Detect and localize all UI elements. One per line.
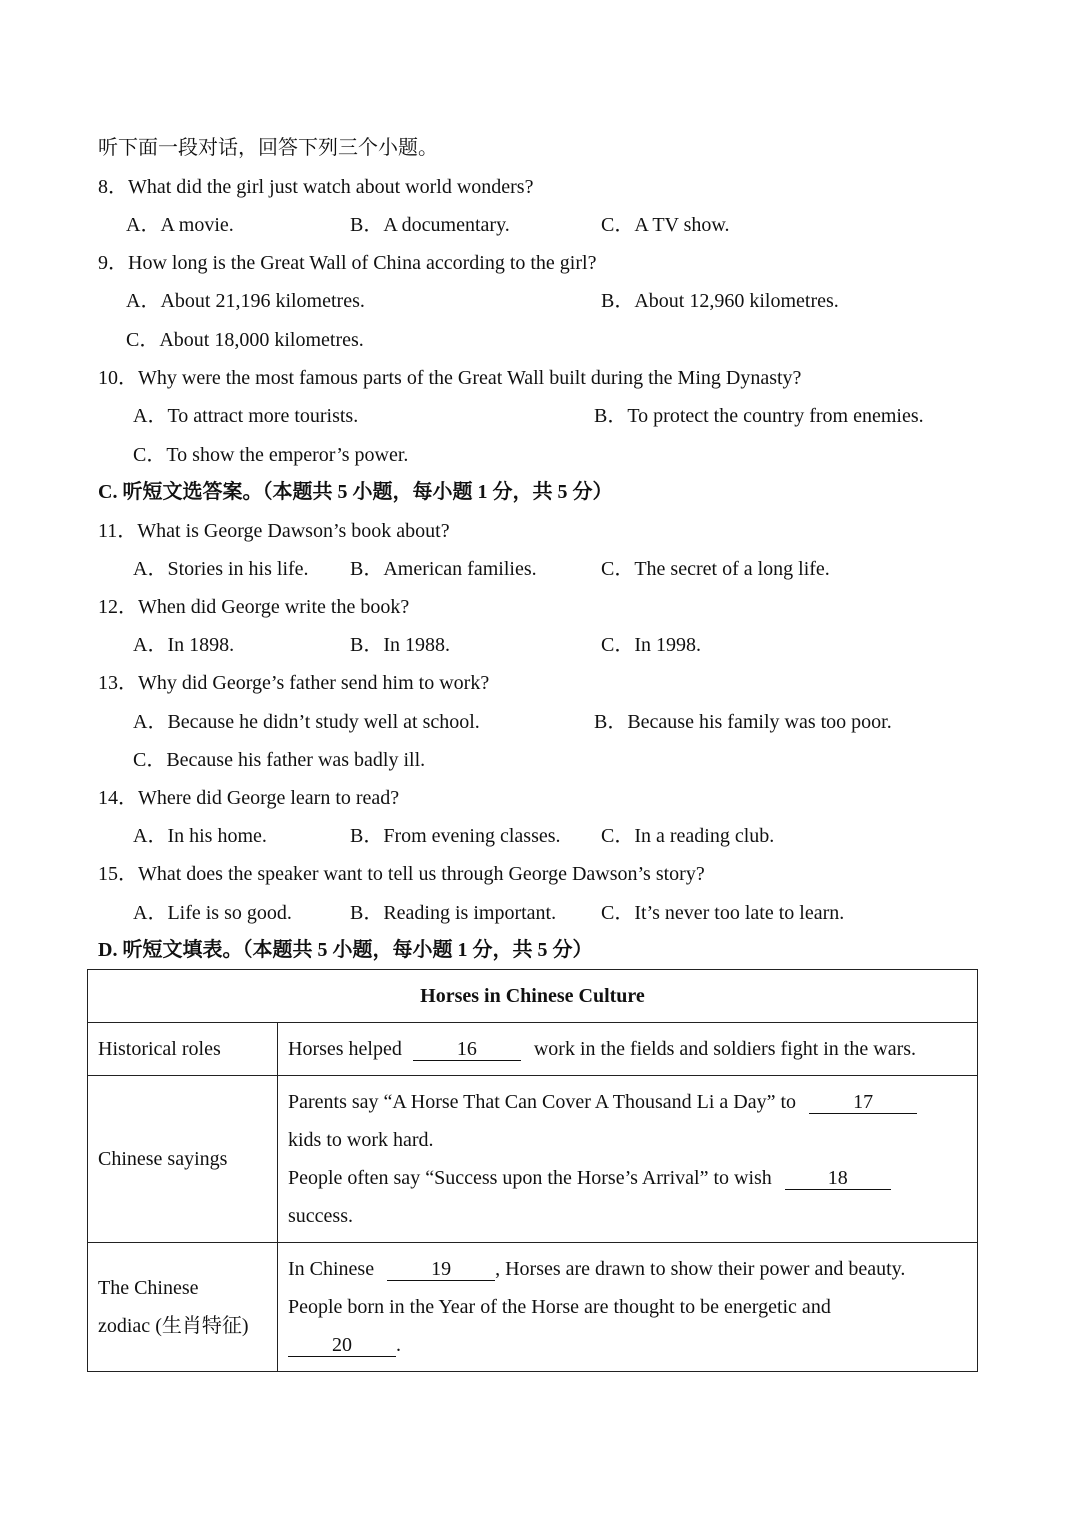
question-12-option-b: B．In 1988. — [350, 634, 450, 656]
fill-in-table — [87, 969, 978, 1372]
label-line: The Chinese — [98, 1277, 199, 1299]
question-13-stem: 13．Why did George’s father send him to work? — [98, 672, 490, 694]
row-content-chinese-sayings — [278, 1076, 978, 1243]
question-10-stem: 10．Why were the most famous parts of the Great Wall built during the Ming Dynasty? — [98, 367, 802, 389]
question-15-option-a: A．Life is so good. — [133, 902, 292, 924]
question-10-option-a: A．To attract more tourists. — [133, 405, 359, 427]
text-segment: , Horses are drawn to show their power and beauty. — [495, 1258, 906, 1280]
answer-blank-20[interactable]: 20 — [288, 1334, 396, 1357]
question-11-option-c: C．The secret of a long life. — [601, 558, 830, 580]
answer-blank-19[interactable]: 19 — [387, 1258, 495, 1281]
question-11-option-a: A．Stories in his life. — [133, 558, 309, 580]
text-segment: People often say “Success upon the Horse’s Arrival” to wish — [288, 1167, 772, 1189]
answer-blank-17[interactable]: 17 — [809, 1091, 917, 1114]
question-15-stem: 15．What does the speaker want to tell us through George Dawson’s story? — [98, 863, 705, 885]
question-9-option-c: C．About 18,000 kilometres. — [126, 329, 364, 351]
answer-blank-16[interactable]: 16 — [413, 1038, 521, 1061]
question-9-option-b: B．About 12,960 kilometres. — [601, 290, 839, 312]
question-12-option-a: A．In 1898. — [133, 634, 235, 656]
question-13-option-a: A．Because he didn’t study well at school. — [133, 711, 480, 733]
question-13-option-b: B．Because his family was too poor. — [594, 711, 892, 733]
question-8-option-c: C．A TV show. — [601, 214, 730, 236]
table-row — [88, 1023, 978, 1076]
row-label-chinese-zodiac — [88, 1243, 278, 1372]
row-label-chinese-sayings: Chinese sayings — [88, 1076, 278, 1243]
question-15-option-b: B．Reading is important. — [350, 902, 557, 924]
text-segment: In Chinese — [288, 1258, 375, 1280]
question-13-option-c: C．Because his father was badly ill. — [133, 749, 426, 771]
question-8-stem: 8．What did the girl just watch about world wonders? — [98, 176, 534, 198]
question-14-option-b: B．From evening classes. — [350, 825, 561, 847]
question-12-stem: 12．When did George write the book? — [98, 596, 410, 618]
question-10-option-b: B．To protect the country from enemies. — [594, 405, 924, 427]
question-14-stem: 14．Where did George learn to read? — [98, 787, 400, 809]
text-segment: . — [396, 1334, 401, 1356]
text-segment: Parents say “A Horse That Can Cover A Thousand Li a Day” to — [288, 1091, 797, 1113]
row-content-chinese-zodiac — [278, 1243, 978, 1372]
question-11-option-b: B．American families. — [350, 558, 537, 580]
question-9-option-a: A．About 21,196 kilometres. — [126, 290, 365, 312]
section-c-heading: C. 听短文选答案。（本题共 5 小题，每小题 1 分，共 5 分） — [98, 481, 613, 503]
table-row — [88, 1076, 978, 1243]
question-9-stem: 9．How long is the Great Wall of China according to the girl? — [98, 252, 597, 274]
table-row — [88, 1243, 978, 1372]
text-segment: kids to work hard. — [288, 1129, 434, 1151]
question-15-option-c: C．It’s never too late to learn. — [601, 902, 845, 924]
section-d-heading: D. 听短文填表。（本题共 5 小题，每小题 1 分，共 5 分） — [98, 939, 593, 961]
dialogue-intro: 听下面一段对话，回答下列三个小题。 — [98, 137, 438, 159]
text-segment: Horses helped — [288, 1038, 402, 1060]
question-8-option-a: A．A movie. — [126, 214, 234, 236]
answer-blank-18[interactable]: 18 — [785, 1167, 891, 1190]
row-label-historical-roles: Historical roles — [88, 1023, 278, 1076]
label-line: zodiac (生肖特征) — [98, 1315, 249, 1337]
question-11-stem: 11．What is George Dawson’s book about? — [98, 520, 450, 542]
text-segment: work in the fields and soldiers fight in the wars. — [533, 1038, 917, 1060]
question-14-option-c: C．In a reading club. — [601, 825, 775, 847]
text-segment: success. — [288, 1205, 353, 1227]
row-content-historical-roles — [278, 1023, 978, 1076]
text-segment: People born in the Year of the Horse are thought to be energetic and — [288, 1296, 831, 1318]
question-12-option-c: C．In 1998. — [601, 634, 701, 656]
question-10-option-c: C．To show the emperor’s power. — [133, 444, 409, 466]
question-8-option-b: B．A documentary. — [350, 214, 510, 236]
question-14-option-a: A．In his home. — [133, 825, 267, 847]
table-title: Horses in Chinese Culture — [88, 970, 978, 1023]
